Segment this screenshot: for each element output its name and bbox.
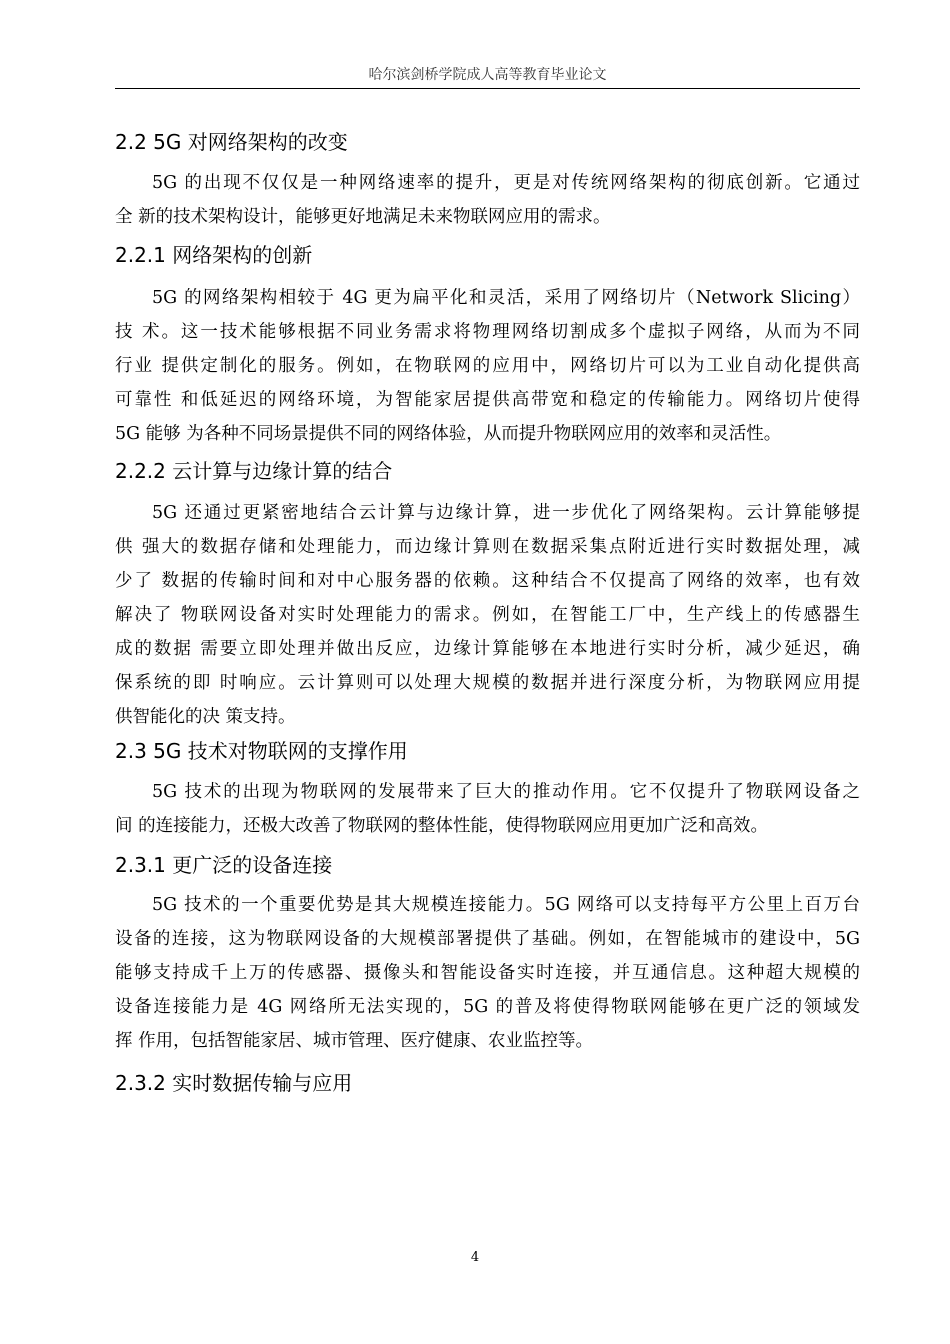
paragraph xyxy=(115,888,860,1058)
paragraph-line: 挥 作用，包括智能家居、城市管理、医疗健康、农业监控等。 xyxy=(115,1031,594,1051)
paragraph-line: 行业 提供定制化的服务。例如，在物联网的应用中，网络切片可以为工业自动化提供高 xyxy=(115,356,860,376)
paragraph xyxy=(115,281,860,451)
paragraph-line: 成的数据 需要立即处理并做出反应，边缘计算能够在本地进行实时分析，减少延迟，确 xyxy=(115,639,860,659)
page-number: 4 xyxy=(470,1250,480,1265)
paragraph-line: 间 的连接能力，还极大改善了物联网的整体性能，使得物联网应用更加广泛和高效。 xyxy=(115,816,769,836)
paragraph-line: 5G 技术的出现为物联网的发展带来了巨大的推动作用。它不仅提升了物联网设备之 xyxy=(152,782,860,802)
section-heading: 2.2.1 网络架构的创新 xyxy=(115,243,313,267)
paragraph-line: 全 新的技术架构设计，能够更好地满足未来物联网应用的需求。 xyxy=(115,207,611,227)
paragraph-line: 5G 的网络架构相较于 4G 更为扁平化和灵活，采用了网络切片（Network Slicing） xyxy=(152,288,860,308)
paragraph-line: 可靠性 和低延迟的网络环境，为智能家居提供高带宽和稳定的传输能力。网络切片使得 xyxy=(115,390,860,410)
paragraph xyxy=(115,166,860,234)
paragraph-line: 能够支持成千上万的传感器、摄像头和智能设备实时连接，并互通信息。这种超大规模的 xyxy=(115,963,860,983)
section-heading: 2.2.2 云计算与边缘计算的结合 xyxy=(115,459,393,483)
paragraph-line: 5G 能够 为各种不同场景提供不同的网络体验，从而提升物联网应用的效率和灵活性。 xyxy=(115,424,782,444)
running-header: 哈尔滨剑桥学院成人高等教育毕业论文 xyxy=(368,67,607,83)
paragraph-line: 设备连接能力是 4G 网络所无法实现的，5G 的普及将使得物联网能够在更广泛的领域发 xyxy=(115,997,860,1017)
paragraph-line: 5G 还通过更紧密地结合云计算与边缘计算，进一步优化了网络架构。云计算能够提 xyxy=(152,503,860,523)
paragraph xyxy=(115,775,860,843)
paragraph-line: 5G 的出现不仅仅是一种网络速率的提升，更是对传统网络架构的彻底创新。它通过 xyxy=(152,173,860,193)
section-heading: 2.3.2 实时数据传输与应用 xyxy=(115,1071,353,1095)
section-heading: 2.3.1 更广泛的设备连接 xyxy=(115,853,333,877)
paragraph-line: 保系统的即 时响应。云计算则可以处理大规模的数据并进行深度分析，为物联网应用提 xyxy=(115,673,860,693)
header-rule xyxy=(115,88,860,89)
paragraph-line: 技 术。这一技术能够根据不同业务需求将物理网络切割成多个虚拟子网络，从而为不同 xyxy=(115,322,860,342)
paragraph-line: 供 强大的数据存储和处理能力，而边缘计算则在数据采集点附近进行实时数据处理，减 xyxy=(115,537,860,557)
paragraph-line: 少了 数据的传输时间和对中心服务器的依赖。这种结合不仅提高了网络的效率，也有效 xyxy=(115,571,860,591)
paragraph-line: 设备的连接，这为物联网设备的大规模部署提供了基础。例如，在智能城市的建设中，5G xyxy=(115,929,860,949)
paragraph-line: 解决了 物联网设备对实时处理能力的需求。例如，在智能工厂中，生产线上的传感器生 xyxy=(115,605,860,625)
section-heading: 2.2 5G 对网络架构的改变 xyxy=(115,130,348,154)
paragraph-line: 5G 技术的一个重要优势是其大规模连接能力。5G 网络可以支持每平方公里上百万台 xyxy=(152,895,860,915)
paragraph xyxy=(115,496,860,734)
paragraph-line: 供智能化的决 策支持。 xyxy=(115,707,296,727)
section-heading: 2.3 5G 技术对物联网的支撑作用 xyxy=(115,739,408,763)
